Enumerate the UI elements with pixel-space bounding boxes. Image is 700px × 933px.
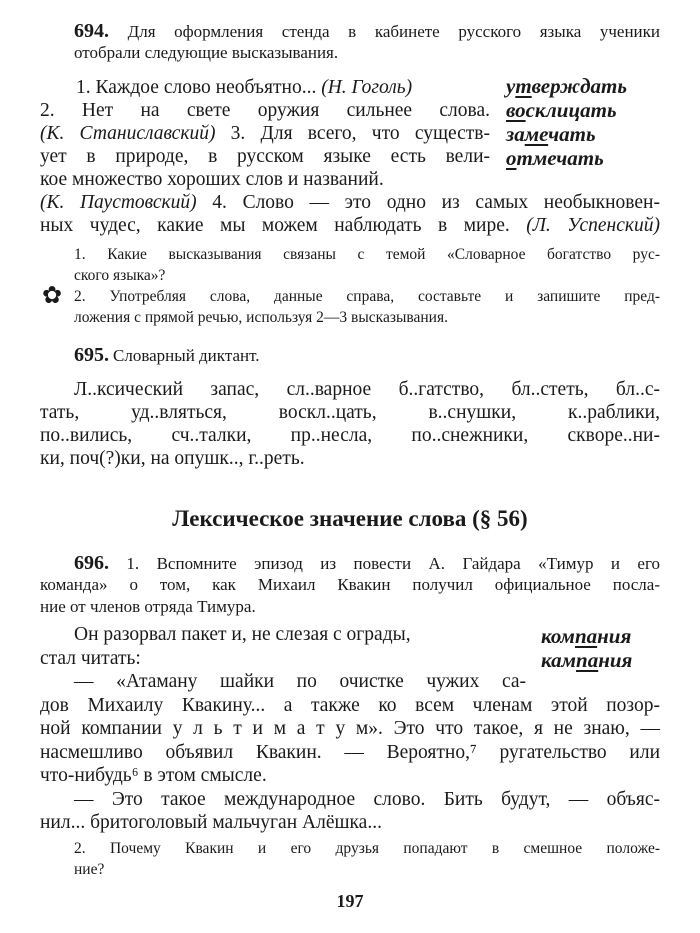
text-line: Он разорвал пакет и, не слезая с ограды, [74,624,411,645]
dictation-line: Л..ксический запас, сл..варное б..гатство, бл..стеть, бл..с- [74,379,660,400]
section-heading: Лексическое значение слова (§ 56) [172,506,528,531]
intro-line: отобрали следующие высказывания. [74,43,339,62]
quote-line: (К. Паустовский) 4. Слово — это одно из самых необыкновен- [40,192,660,213]
exercise-695-title [74,344,260,367]
exercise-694-quotes-wide [40,191,660,237]
exercise-number: 696. [74,552,109,574]
task-line: ние? [74,861,105,878]
flower-icon: ✿ [42,283,63,309]
task-line: 696. 1. Вспомните эпизод из повести А. Гайдара «Тимур и его [74,552,660,574]
quote-line: (К. Станиславский) 3. Для всего, что существ- [40,123,490,144]
exercise-696-task1 [40,552,660,618]
exercise-number: 695. [74,344,109,366]
task-line: ложения с прямой речью, используя 2—3 высказывания. [74,309,448,326]
task-line: ского языка»? [74,267,166,284]
dictation-line: ки, поч(?)ки, на опушк.., г..реть. [40,448,305,469]
page-number: 197 [336,891,364,911]
exercise-696-text [40,623,660,835]
side-word: восклицать [506,98,617,122]
exercise-696-task2 [74,838,660,880]
text-line: что-нибудь⁶ в этом смысле. [40,765,267,786]
task-line: 2. Почему Квакин и его друзья попадают в смешное положе- [74,840,660,857]
side-word: утверждать [506,74,627,98]
text-line: насмешливо объявил Квакин. — Вероятно,⁷ ругательство или [40,741,660,763]
dictation-line: тать, уд..вляться, воскл..цать, в..снушки, к..раблики, [40,402,660,423]
side-word: компания [541,624,632,648]
side-word: кампания [541,648,633,672]
quote-line: ует в природе, в русском языке есть вели- [40,146,490,167]
exercise-694-intro [74,20,660,64]
text-line: — «Атаману шайки по очистке чужих са- [74,671,526,692]
intro-line: Для оформления стенда в кабинете русского языка ученики [127,22,660,41]
text-line: ной компании у л ь т и м а т у м». Это что такое, я не знаю, — [40,718,660,739]
text-line: стал читать: [40,647,141,669]
quote-line: 1. Каждое слово необъятно... (Н. Гоголь) [76,77,413,98]
text-line: нил... бритоголовый мальчуган Алёшка... [40,812,382,833]
side-word-list-694 [506,74,627,170]
quote-line: кое множество хороших слов и названий. [40,169,384,190]
side-word: отмечать [506,146,604,170]
quote-line: ных чудес, какие мы можем наблюдать в мире. (Л. Успенский) [40,215,660,236]
exercise-number: 694. [74,20,109,42]
text-line: — Это такое международное слово. Бить будут, — объяс- [74,788,660,810]
dictation-line: по..вились, сч..талки, пр..несла, по..снежники, скворе..ни- [40,425,660,446]
task-line: 1. Какие высказывания связаны с темой «Словарное богатство рус- [74,246,660,263]
exercise-694-quotes [40,76,490,191]
text-line: дов Михаилу Квакину... а также ко всем членам этой позор- [40,694,660,716]
exercise-695-dictation [40,378,660,470]
task-line: команда» о том, как Михаил Квакин получил официальное посла- [40,575,660,594]
quote-line: 2. Нет на свете оружия сильнее слова. [40,100,490,121]
exercise-title: Словарный диктант. [113,346,260,365]
side-word: замечать [506,122,596,146]
task-line: ние от членов отряда Тимура. [40,597,256,616]
exercise-694-tasks [74,244,660,328]
task-line: 2. Употребляя слова, данные справа, составьте и запишите пред- [74,288,660,305]
